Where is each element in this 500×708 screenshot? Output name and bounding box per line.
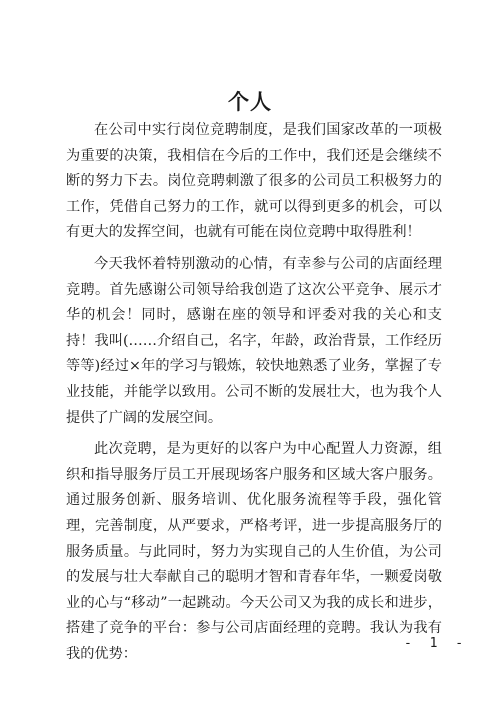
- document-title: 个人: [228, 89, 272, 114]
- paragraph-1: 在公司中实行岗位竞聘制度，是我们国家改革的一项极为重要的决策，我相信在今后的工作中，我们还是会继续不断的努力下去。岗位竞聘刺激了很多的公司员工积极努力的工作，凭借自己努力的工作，就可以得到更多的机会，可以有更大的发挥空间，也就有可能在岗位竞聘中取得胜利！: [66, 122, 442, 241]
- document-body: [66, 118, 442, 673]
- paragraph-2: 今天我怀着特别激动的心情，有幸参与公司的店面经理竞聘。首先感谢公司领导给我创造了这次公平竞争、展示才华的机会！同时，感谢在座的领导和评委对我的关心和支持！我叫(……介绍自己，名字，年龄，政治背景，工作经历等等)经过×年的学习与锻炼，较快地熟悉了业务，掌握了专业技能，并能学以致用。公司不断的发展壮大，也为我个人提供了广阔的发展空间。: [66, 255, 442, 426]
- page-number: - 1 -: [404, 636, 469, 651]
- paragraph-3: 此次竞聘，是为更好的以客户为中心配置人力资源，组织和指导服务厅员工开展现场客户服务和区域大客户服务。通过服务创新、服务培训、优化服务流程等手段，强化管理，完善制度，从严要求，严格考评，进一步提高服务厅的服务质量。与此同时，努力为实现自己的人生价值，为公司的发展与壮大奉献自己的聪明才智和青春年华，一颗爱岗敬业的心与“移动”一起跳动。今天公司又为我的成长和进步，搭建了竞争的平台：参与公司店面经理的竞聘。我认为我有我的优势：: [66, 441, 442, 662]
